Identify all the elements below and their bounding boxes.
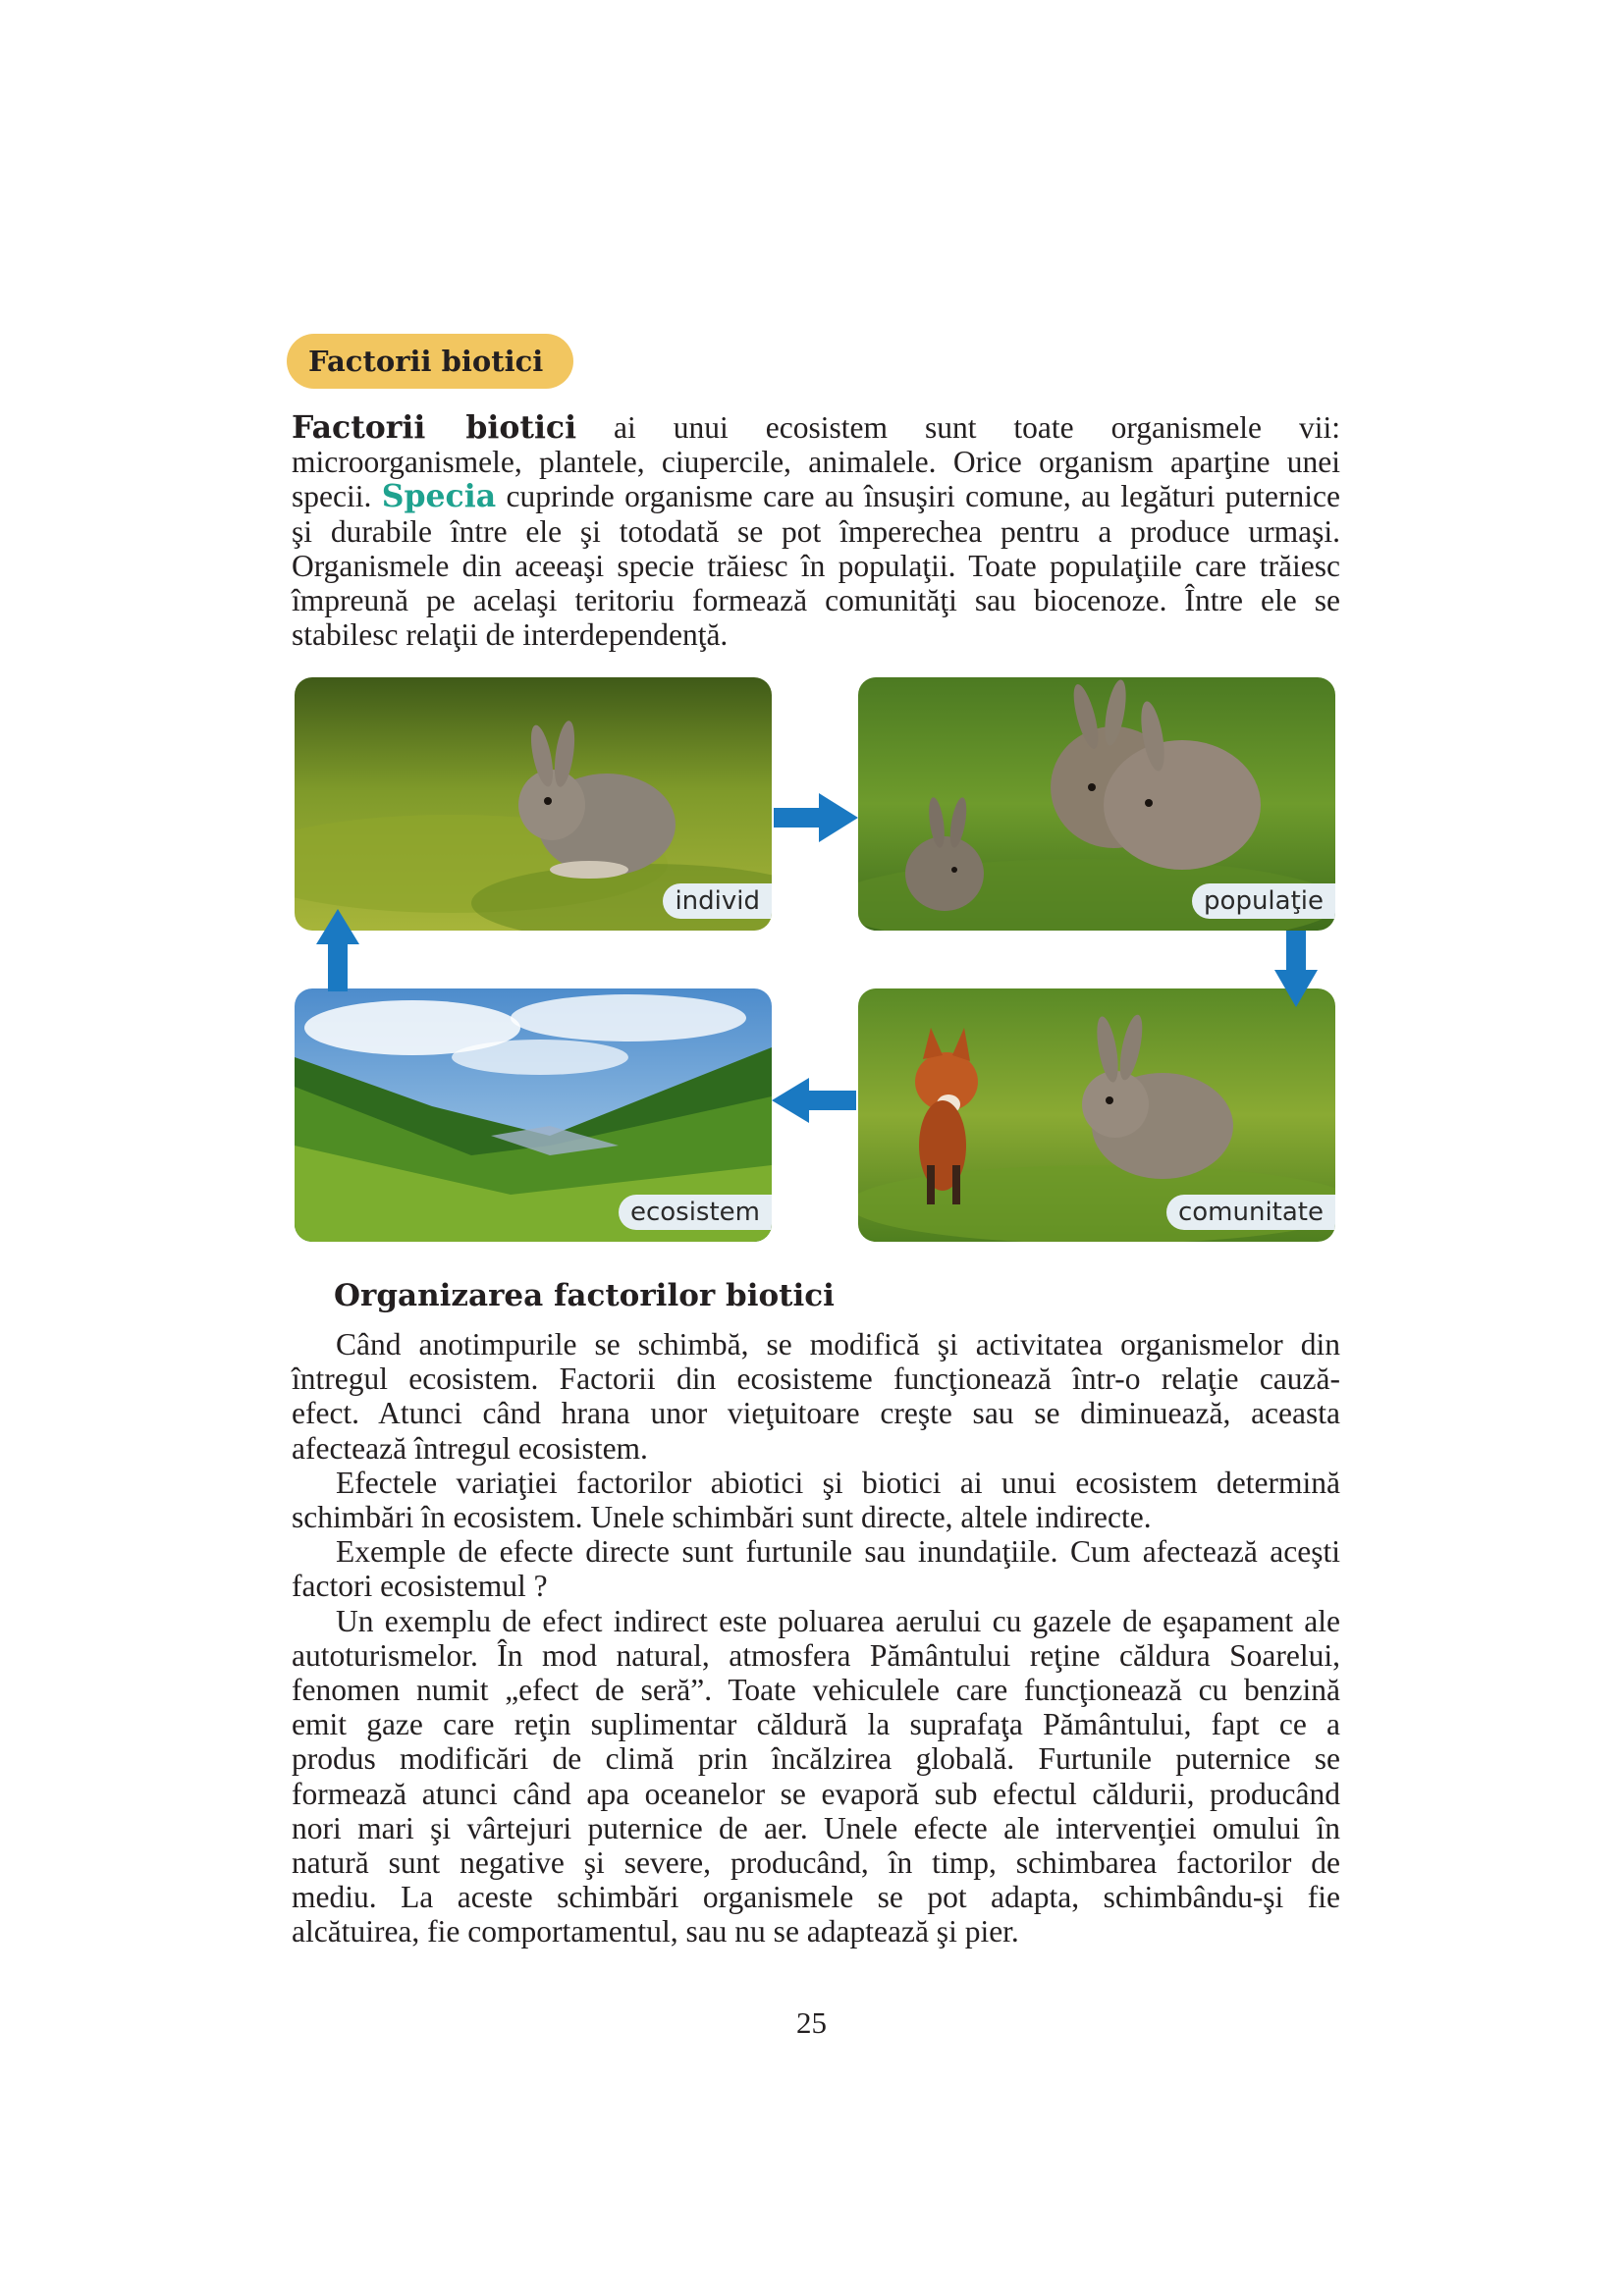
term-highlight: Specia <box>381 478 497 515</box>
text-run: Exemple de efecte directe sunt furtunile sau inundaţiile. Cum afectează aceşti <box>336 1534 1340 1570</box>
text-line <box>292 1569 1340 1603</box>
photo-populatie <box>858 677 1335 931</box>
text-run: specii. <box>292 479 382 514</box>
text-run: mediu. La aceste schimbări organismele se pot adapta, schimbându-şi fie <box>292 1880 1340 1915</box>
text-line <box>292 410 1340 445</box>
text-line <box>292 1673 1340 1707</box>
text-line <box>292 1431 1340 1466</box>
label-populatie: populaţie <box>1192 883 1335 919</box>
label-individ: individ <box>663 883 772 919</box>
arrow-left-icon <box>772 1078 856 1123</box>
text-line <box>292 549 1340 583</box>
text-line <box>292 583 1340 617</box>
text-run: produs modificări de climă prin încălzirea globală. Furtunile puternice se <box>292 1741 1340 1777</box>
text-line <box>292 1638 1340 1673</box>
text-line <box>292 1534 1340 1569</box>
arrow-up-icon <box>316 909 359 991</box>
text-line <box>292 1362 1340 1396</box>
subsection-title: Organizarea factorilor biotici <box>334 1278 835 1313</box>
text-line <box>292 1500 1340 1534</box>
text-line <box>292 617 1340 652</box>
arrow-right-icon <box>774 793 858 842</box>
text-run: autoturismelor. În mod natural, atmosfera Pământului reţine căldura Soarelui, <box>292 1637 1340 1673</box>
page-number: 25 <box>796 2005 827 2040</box>
photo-comunitate <box>858 988 1335 1242</box>
text-run: împreună pe acelaşi teritoriu formează comunităţi sau biocenoze. Între ele se <box>292 583 1340 618</box>
arrow-down-icon <box>1274 931 1318 1007</box>
text-line <box>292 1880 1340 1914</box>
text-run: stabilesc relaţii de interdependenţă. <box>292 617 729 653</box>
text-run: efect. Atunci când hrana unor vieţuitoare creşte sau se diminuează, aceasta <box>292 1396 1340 1431</box>
text-run: factori ecosistemul ? <box>292 1569 548 1604</box>
photo-ecosistem <box>295 988 772 1242</box>
text-run: alcătuirea, fie comportamentul, sau nu se adaptează şi pier. <box>292 1914 1019 1949</box>
label-ecosistem: ecosistem <box>619 1195 772 1230</box>
text-line <box>292 1741 1340 1776</box>
section-title: Factorii biotici <box>308 345 544 378</box>
text-run: schimbări în ecosistem. Unele schimbări sunt directe, altele indirecte. <box>292 1500 1152 1535</box>
text-run: Organismele din aceeaşi specie trăiesc în populaţii. Toate populaţiile care trăiesc <box>292 548 1340 583</box>
text-run: natură sunt negative şi severe, producând, în timp, schimbarea factorilor de <box>292 1845 1340 1881</box>
text-run: cuprinde organisme care au însuşiri comune, au legături puternice <box>496 479 1340 514</box>
text-run: întregul ecosistem. Factorii din ecosisteme funcţionează într-o relaţie cauză- <box>292 1362 1340 1397</box>
text-run: ai unui ecosistem sunt toate organismele vii: <box>576 410 1340 445</box>
text-run: afectează întregul ecosistem. <box>292 1430 648 1466</box>
text-line <box>292 1396 1340 1430</box>
text-line <box>292 445 1340 479</box>
text-line <box>292 514 1340 549</box>
text-run: şi durabile între ele şi totodată se pot împerechea pentru a produce urmaşi. <box>292 513 1340 549</box>
photo-individ <box>295 677 772 931</box>
text-line <box>292 1707 1340 1741</box>
text-line <box>292 1914 1340 1949</box>
text-run: microorganismele, plantele, ciupercile, animalele. Orice organism aparţine unei <box>292 445 1340 480</box>
text-line <box>292 1811 1340 1845</box>
text-line <box>292 1327 1340 1362</box>
text-line <box>292 1777 1340 1811</box>
term-bold: Factorii biotici <box>292 409 577 446</box>
text-run: Când anotimpurile se schimbă, se modifică şi activitatea organismelor din <box>336 1327 1340 1362</box>
organizare-paragraphs <box>292 1327 1340 1949</box>
text-run: nori mari şi vârtejuri puternice de aer. Unele efecte ale intervenţiei omului în <box>292 1810 1340 1845</box>
text-run: emit gaze care reţin suplimentar căldură la suprafaţa Pământului, fapt ce a <box>292 1707 1340 1742</box>
text-line <box>292 1845 1340 1880</box>
text-run: Un exemplu de efect indirect este poluarea aerului cu gazele de eşapament ale <box>336 1603 1340 1638</box>
text-line <box>292 1604 1340 1638</box>
text-run: Efectele variaţiei factorilor abiotici şi biotici ai unui ecosistem determină <box>336 1465 1340 1500</box>
text-line <box>292 1466 1340 1500</box>
text-line <box>292 479 1340 513</box>
text-run: fenomen numit „efect de seră”. Toate vehiculele care funcţionează cu benzină <box>292 1673 1340 1708</box>
section-title-pill <box>287 334 573 389</box>
label-comunitate: comunitate <box>1166 1195 1335 1230</box>
text-run: formează atunci când apa oceanelor se evaporă sub efectul căldurii, producând <box>292 1776 1340 1811</box>
intro-paragraph <box>292 410 1340 652</box>
